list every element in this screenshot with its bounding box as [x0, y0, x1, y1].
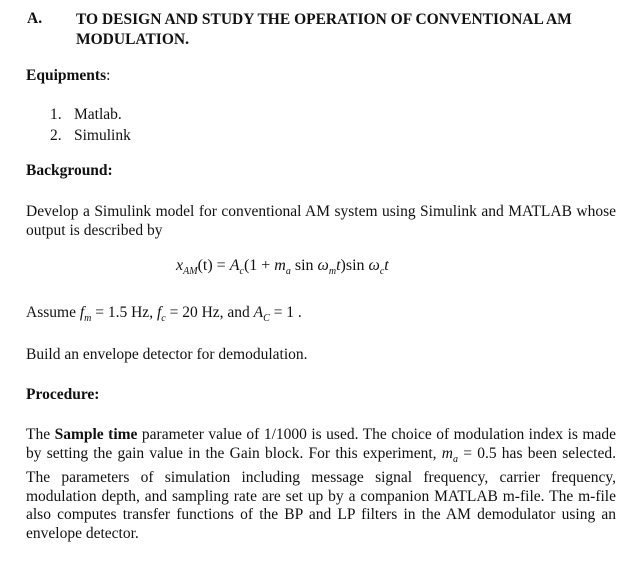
- ac-symbol: $A_C$: [253, 304, 270, 325]
- eq-omega-m-sub: m: [328, 266, 337, 278]
- assumption-line: [26, 304, 302, 324]
- fc-symbol: $f_c$: [156, 304, 166, 325]
- proc-end: has been selected. The parameters of simulation including message signal frequency, carrier frequency, modulation depth, and sampling rate are set up by a companion MATLAB m-file. The m-file also computes transfer functions of the BP and LP filters in the AM demodulator using an envelope detector.: [26, 444, 616, 543]
- fm-value: = 1.5 Hz,: [91, 304, 157, 321]
- assume-prefix: Assume: [26, 304, 80, 321]
- ma-symbol: $m_a$: [441, 444, 458, 465]
- ma-value: = 0.5: [457, 444, 497, 462]
- procedure-heading: Procedure:: [26, 386, 100, 403]
- eq-omega-m: ω: [317, 257, 329, 274]
- eq-x-sub: AM: [183, 266, 198, 278]
- eq-omega-c: ω: [368, 257, 380, 274]
- eq-sin1: sin: [290, 257, 318, 274]
- list-item-label: Matlab.: [74, 106, 122, 123]
- eq-t2: t: [384, 257, 389, 274]
- fm-symbol: $f_m$: [79, 304, 92, 325]
- list-item-number: 2.: [50, 127, 62, 144]
- list-item-label: Simulink: [74, 127, 131, 144]
- eq-m: m: [274, 257, 286, 274]
- equipments-colon: :: [106, 67, 111, 84]
- eq-t1: t: [336, 257, 341, 274]
- eq-x: x: [176, 257, 184, 274]
- eq-open: (1 +: [243, 257, 275, 274]
- build-instruction: Build an envelope detector for demodulation.: [26, 346, 308, 363]
- section-number: A.: [27, 10, 43, 27]
- eq-sin2: sin: [345, 257, 369, 274]
- proc-mid: parameter value of 1/1000 is used. The choice of modulation index is made by setting the gain value in the Gain block. For this experiment,: [26, 426, 616, 462]
- am-equation: [176, 257, 389, 277]
- eq-m-sub: a: [285, 266, 291, 278]
- equipments-heading: [26, 67, 110, 85]
- equipments-heading-text: Equipments: [26, 67, 107, 84]
- fc-value: = 20 Hz, and: [165, 304, 254, 321]
- procedure-paragraph: [26, 426, 616, 544]
- eq-equals: =: [212, 257, 230, 274]
- eq-close: ): [340, 257, 346, 274]
- background-heading: Background:: [26, 162, 113, 179]
- proc-intro: The: [26, 426, 55, 443]
- equipment-list: [50, 104, 131, 146]
- eq-omega-c-sub: c: [379, 266, 385, 278]
- background-paragraph: Develop a Simulink model for conventional AM system using Simulink and MATLAB whose output is described by: [26, 203, 616, 239]
- proc-sample-time: Sample time: [54, 426, 138, 443]
- ac-value: = 1 .: [269, 304, 302, 321]
- list-item-number: 1.: [50, 106, 62, 123]
- eq-A-sub: c: [239, 266, 244, 278]
- eq-A: A: [229, 257, 240, 274]
- section-title: TO DESIGN AND STUDY THE OPERATION OF CONVENTIONAL AM MODULATION.: [76, 11, 572, 48]
- eq-t-arg: (t): [197, 257, 213, 274]
- list-item: [50, 125, 131, 146]
- list-item: [50, 104, 131, 125]
